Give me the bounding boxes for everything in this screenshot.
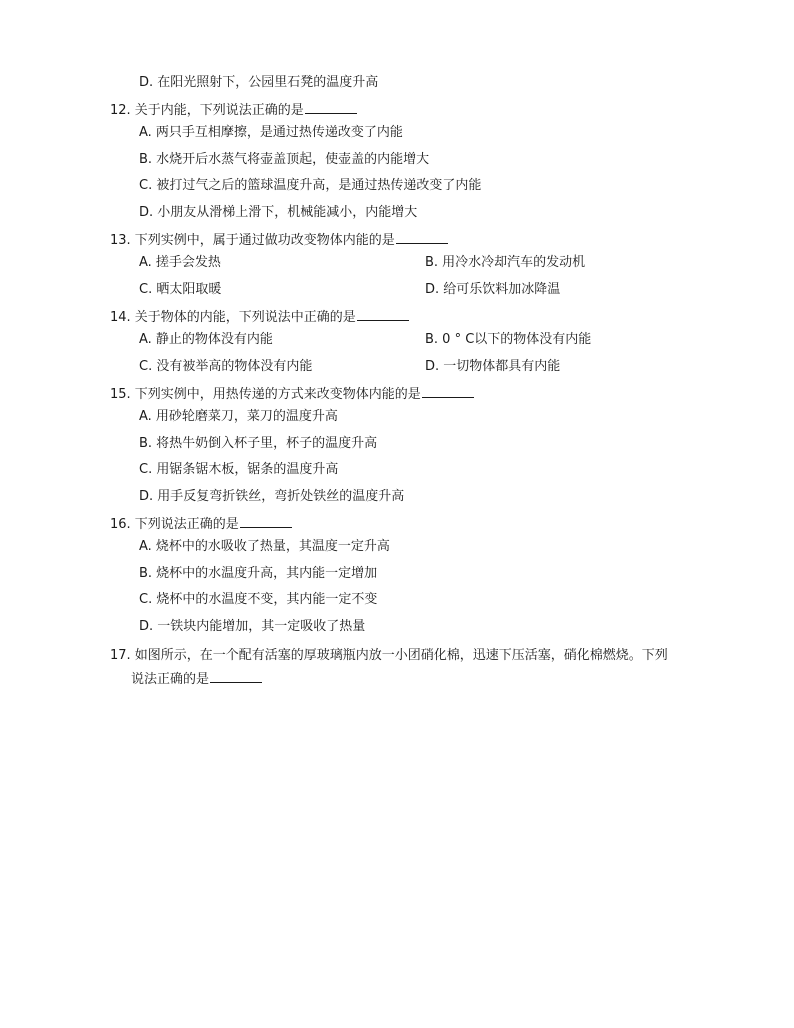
- q12-stem: [110, 100, 357, 120]
- answer-blank: [305, 100, 357, 114]
- q14-stem: [110, 307, 409, 327]
- q13-option-c: C. 晒太阳取暖: [139, 282, 222, 297]
- answer-blank: [396, 230, 448, 244]
- q12-option-b: B. 水烧开后水蒸气将壶盖顶起，使壶盖的内能增大: [139, 152, 430, 167]
- q11-option-d: D. 在阳光照射下，公园里石凳的温度升高: [139, 75, 379, 90]
- q15-stem-text: 15. 下列实例中，用热传递的方式来改变物体内能的是: [110, 387, 421, 402]
- q15-option-a: A. 用砂轮磨菜刀，菜刀的温度升高: [139, 409, 338, 424]
- q12-stem-text: 12. 关于内能，下列说法正确的是: [110, 103, 304, 118]
- q17-stem-line2-text: 说法正确的是: [131, 672, 210, 687]
- q16-option-d: D. 一铁块内能增加，其一定吸收了热量: [139, 619, 366, 634]
- q17-stem-line1: 17. 如图所示，在一个配有活塞的厚玻璃瓶内放一小团硝化棉，迅速下压活塞，硝化棉燃烧。下列: [110, 648, 668, 663]
- answer-blank: [357, 307, 409, 321]
- q14-option-a: A. 静止的物体没有内能: [139, 332, 273, 347]
- q12-option-c: C. 被打过气之后的篮球温度升高，是通过热传递改变了内能: [139, 178, 482, 193]
- answer-blank: [422, 384, 474, 398]
- q14-option-c: C. 没有被举高的物体没有内能: [139, 359, 313, 374]
- q16-option-b: B. 烧杯中的水温度升高，其内能一定增加: [139, 566, 378, 581]
- q15-stem: [110, 384, 474, 404]
- q13-option-d: D. 给可乐饮料加冰降温: [425, 282, 561, 297]
- q17-stem-line2: [131, 669, 262, 689]
- answer-blank: [240, 514, 292, 528]
- q16-stem: [110, 514, 292, 534]
- q13-option-b: B. 用冷水冷却汽车的发动机: [425, 255, 586, 270]
- q16-option-a: A. 烧杯中的水吸收了热量，其温度一定升高: [139, 539, 390, 554]
- answer-blank: [210, 669, 262, 683]
- q12-option-a: A. 两只手互相摩擦，是通过热传递改变了内能: [139, 125, 403, 140]
- q14-option-b: B. 0 ° C以下的物体没有内能: [425, 332, 592, 347]
- q13-stem: [110, 230, 448, 250]
- q16-option-c: C. 烧杯中的水温度不变，其内能一定不变: [139, 592, 378, 607]
- q15-option-b: B. 将热牛奶倒入杯子里，杯子的温度升高: [139, 436, 378, 451]
- q12-option-d: D. 小朋友从滑梯上滑下，机械能减小，内能增大: [139, 205, 418, 220]
- q14-option-d: D. 一切物体都具有内能: [425, 359, 561, 374]
- q15-option-c: C. 用锯条锯木板，锯条的温度升高: [139, 462, 339, 477]
- q14-stem-text: 14. 关于物体的内能，下列说法中正确的是: [110, 310, 356, 325]
- q13-stem-text: 13. 下列实例中，属于通过做功改变物体内能的是: [110, 233, 395, 248]
- q16-stem-text: 16. 下列说法正确的是: [110, 517, 239, 532]
- q15-option-d: D. 用手反复弯折铁丝，弯折处铁丝的温度升高: [139, 489, 405, 504]
- q13-option-a: A. 搓手会发热: [139, 255, 221, 270]
